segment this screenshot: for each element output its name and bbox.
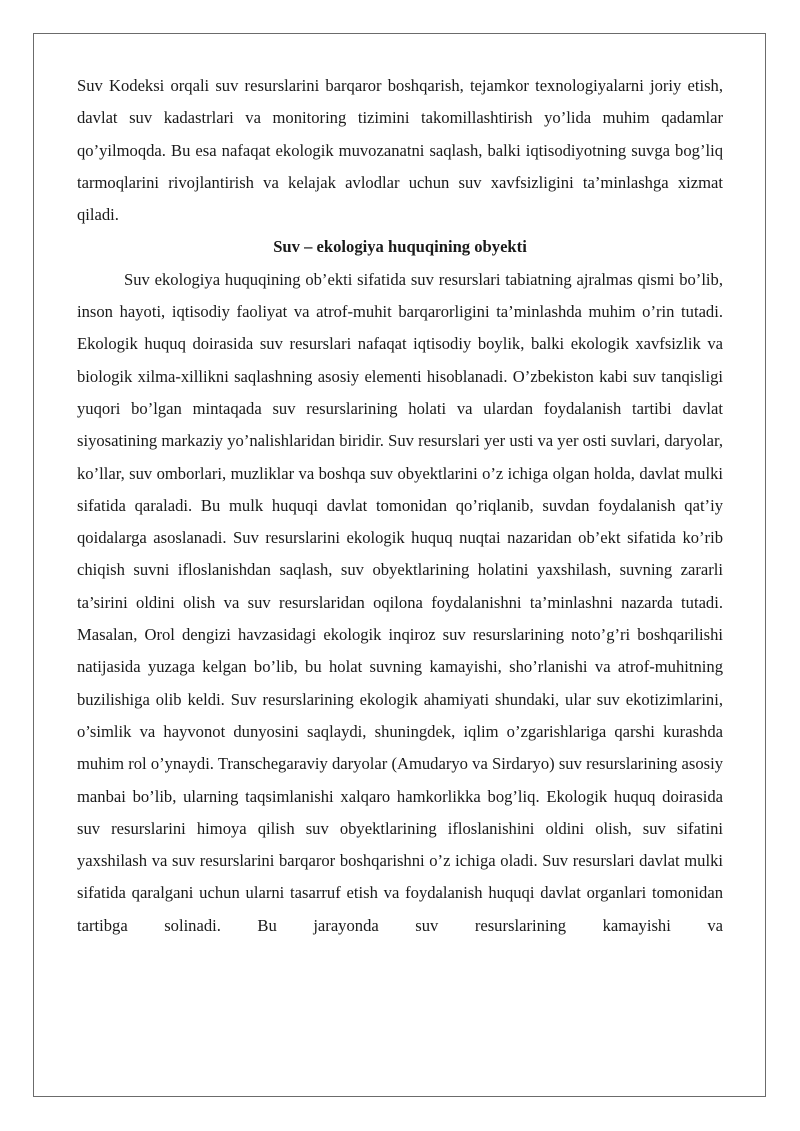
document-body: [77, 70, 723, 942]
intro-paragraph: Suv Kodeksi orqali suv resurslarini barqaror boshqarish, tejamkor texnologiyalarni joriy etish, davlat suv kadastrlari va monitoring tizimini takomillashtirish yo’lida muhim qadamlar qo’yilmoqda. Bu esa nafaqat ekologik muvozanatni saqlash, balki iqtisodiyotning suvga bog’liq tarmoqlarini rivojlantirish va kelajak avlodlar uchun suv xavfsizligini ta’minlashga xizmat qiladi.: [77, 76, 723, 225]
section-heading: Suv – ekologiya huquqining obyekti: [273, 237, 527, 257]
body-paragraph: Suv ekologiya huquqining ob’ekti sifatida suv resurslari tabiatning ajralmas qismi bo’lib, inson hayoti, iqtisodiy faoliyat va atrof-muhit barqarorligini ta’minlashda muhim o’rin tutadi. Ekologik huquq doirasida suv resurslari nafaqat iqtisodiy boylik, balki ekologik xavfsizlik va biologik xilma-xillikni saqlashning asosiy elementi hisoblanadi. O’zbekiston kabi suv tanqisligi yuqori bo’lgan mintaqada suv resurslarining holati va ulardan foydalanish tartibi davlat siyosatining markaziy yo’nalishlaridan biridir. Suv resurslari yer usti va yer osti suvlari, daryolar, ko’llar, suv omborlari, muzliklar va boshqa suv obyektlarini o’z ichiga olgan holda, davlat mulki sifatida qaraladi. Bu mulk huquqi davlat tomonidan qo’riqlanib, suvdan foydalanish qat’iy qoidalarga asoslanadi. Suv resurslarini ekologik huquq nuqtai nazaridan ob’ekt sifatida ko’rib chiqish suvni ifloslanishdan saqlash, suv obyektlarining holatini yaxshilash, suvning zararli ta’sirini oldini olish va suv resurslaridan oqilona foydalanishni ta’minlashni nazarda tutadi. Masalan, Orol dengizi havzasidagi ekologik inqiroz suv resurslarining noto’g’ri boshqarilishi natijasida yuzaga kelgan bo’lib, bu holat suvning kamayishi, sho’rlanishi va atrof-muhitning buzilishiga olib keldi. Suv resurslarining ekologik ahamiyati shundaki, ular suv ekotizimlarini, o’simlik va hayvonot dunyosini saqlaydi, shuningdek, iqlim o’zgarishlariga qarshi kurashda muhim rol o’ynaydi. Transchegaraviy daryolar (Amudaryo va Sirdaryo) suv resurslarining asosiy manbai bo’lib, ularning taqsimlanishi xalqaro hamkorlikka bog’liq. Ekologik huquq doirasida suv resurslarini himoya qilish suv obyektlarining ifloslanishini oldini olish, suv sifatini yaxshilash va suv resurslarini barqaror boshqarishni o’z ichiga oladi. Suv resurslari davlat mulki sifatida qaralgani uchun ularni tasarruf etish va foydalanish huquqi davlat organlari tomonidan tartibga solinadi. Bu jarayonda suv resurslarining kamayishi va: [77, 269, 723, 935]
